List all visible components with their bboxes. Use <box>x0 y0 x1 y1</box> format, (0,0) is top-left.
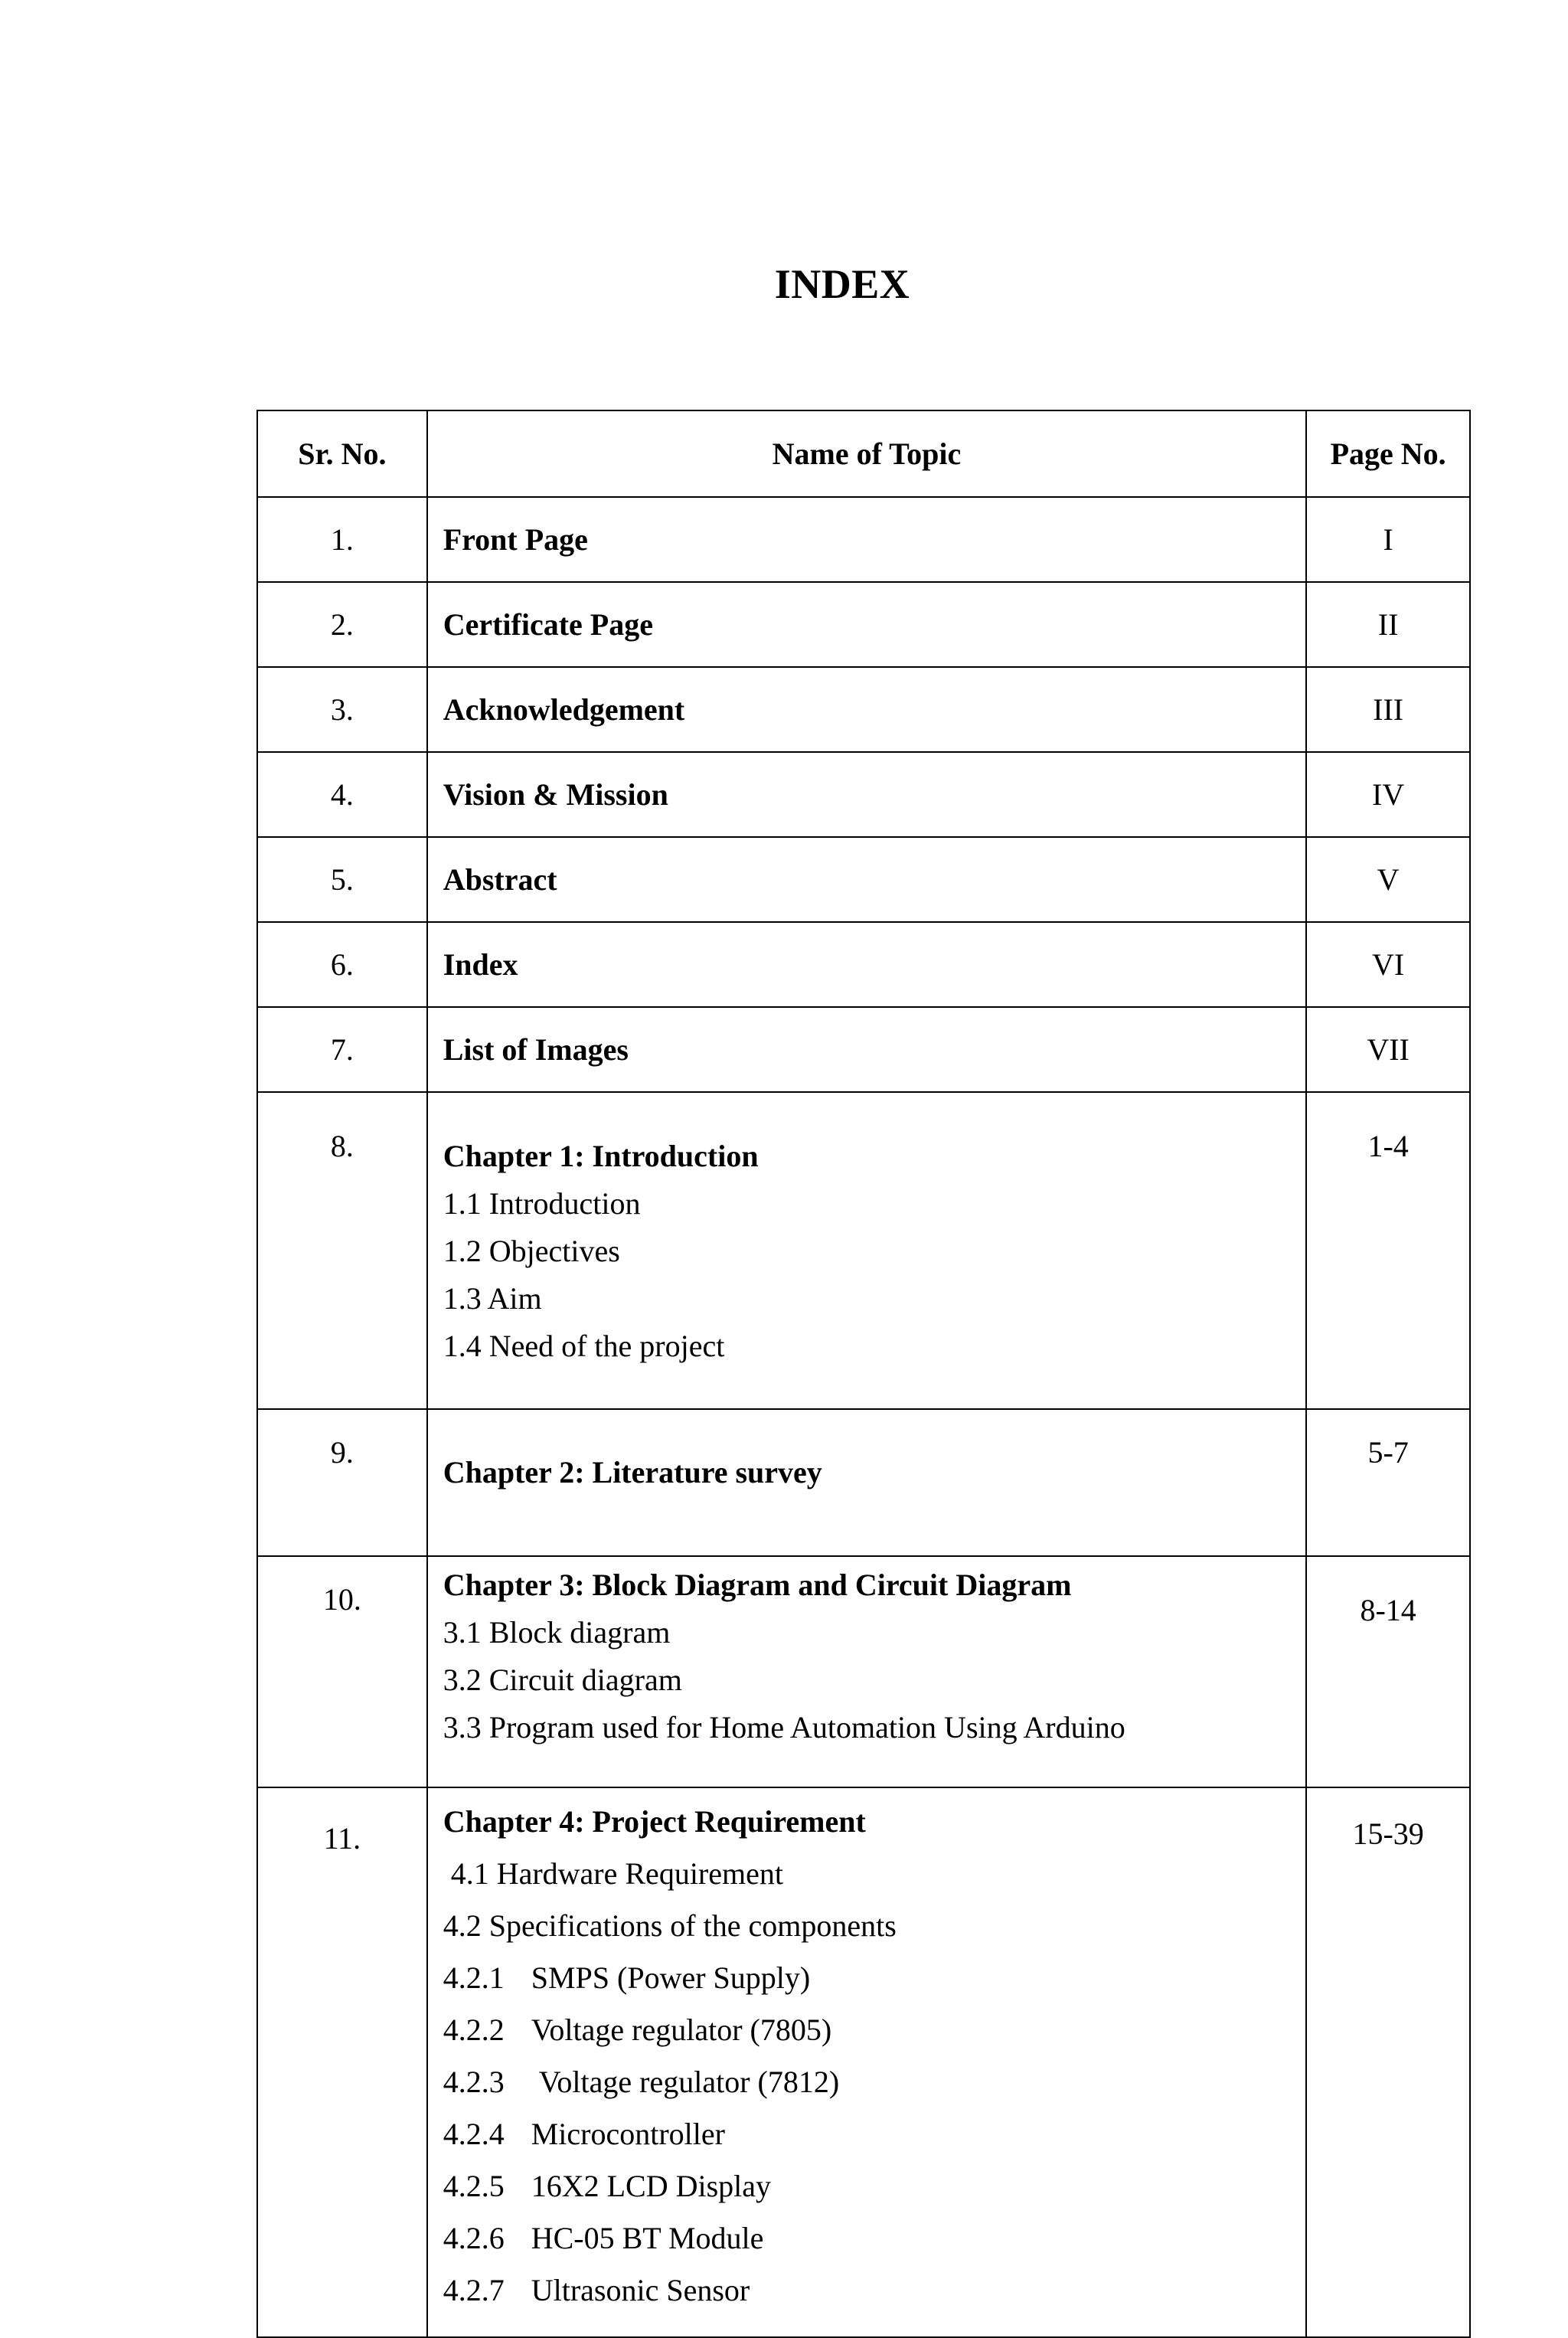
subtopic-text: SMPS (Power Supply) <box>531 1960 811 1995</box>
numbered-subtopic <box>443 2056 1306 2108</box>
header-topic: Name of Topic <box>427 410 1307 497</box>
sr-no-cell: 2. <box>257 582 427 667</box>
subtopic: 1.2 Objectives <box>443 1234 620 1268</box>
topic-cell <box>427 1787 1307 2337</box>
subtopic: 1.3 Aim <box>443 1281 542 1316</box>
subtopic-text: Microcontroller <box>531 2117 725 2151</box>
table-row <box>257 667 1470 752</box>
chapter-title: Chapter 3: Block Diagram and Circuit Diagram <box>443 1568 1072 1602</box>
subtopic-text: 16X2 LCD Display <box>531 2169 772 2203</box>
subtopic-text: Ultrasonic Sensor <box>531 2273 750 2307</box>
page-no-cell: VII <box>1306 1007 1470 1092</box>
page-no-cell: IV <box>1306 752 1470 837</box>
sr-no-cell: 10. <box>257 1556 427 1787</box>
subtopic-number: 4.2.7 <box>443 2273 505 2307</box>
subtopic: 1.1 Introduction <box>443 1186 641 1221</box>
numbered-subtopic <box>443 2108 1306 2160</box>
topic-cell: List of Images <box>427 1007 1307 1092</box>
subtopic-text: Voltage regulator (7812) <box>538 2065 840 2099</box>
table-row <box>257 497 1470 582</box>
page-no-cell: 8-14 <box>1306 1556 1470 1787</box>
subtopic-text: HC-05 BT Module <box>531 2221 764 2255</box>
sr-no-cell: 7. <box>257 1007 427 1092</box>
table-row <box>257 752 1470 837</box>
page-no-cell: 5-7 <box>1306 1409 1470 1556</box>
topic-cell: Certificate Page <box>427 582 1307 667</box>
chapter-row-3 <box>257 1556 1470 1787</box>
index-table <box>256 410 1471 2338</box>
sr-no-cell: 4. <box>257 752 427 837</box>
subtopic: 3.3 Program used for Home Automation Using Arduino <box>443 1710 1125 1745</box>
sr-no-cell: 8. <box>257 1092 427 1409</box>
subtopic-number: 4.2.6 <box>443 2221 505 2255</box>
topic-cell <box>427 1556 1307 1787</box>
chapter-row-2 <box>257 1409 1470 1556</box>
subtopic: 1.4 Need of the project <box>443 1329 725 1363</box>
subtopic: 4.2 Specifications of the components <box>443 1908 897 1943</box>
numbered-subtopic <box>443 2264 1306 2317</box>
subtopic-number: 4.2.5 <box>443 2169 505 2203</box>
subtopic: 4.1 Hardware Requirement <box>450 1856 783 1891</box>
sr-no-cell: 9. <box>257 1409 427 1556</box>
subtopic: 3.1 Block diagram <box>443 1615 671 1650</box>
chapter-row-1 <box>257 1092 1470 1409</box>
header-page-no: Page No. <box>1306 410 1470 497</box>
subtopic: 3.2 Circuit diagram <box>443 1663 682 1697</box>
page-no-cell: II <box>1306 582 1470 667</box>
header-sr-no: Sr. No. <box>257 410 427 497</box>
chapter-row-4 <box>257 1787 1470 2337</box>
topic-cell: Front Page <box>427 497 1307 582</box>
page-no-cell: I <box>1306 497 1470 582</box>
numbered-subtopic <box>443 2004 1306 2056</box>
sr-no-cell: 6. <box>257 922 427 1007</box>
table-row <box>257 582 1470 667</box>
subtopic-text: Voltage regulator (7805) <box>531 2013 832 2047</box>
page-no-cell: III <box>1306 667 1470 752</box>
subtopic-number: 4.2.3 <box>443 2065 505 2099</box>
subtopic-number: 4.2.2 <box>443 2013 505 2047</box>
sr-no-cell: 5. <box>257 837 427 922</box>
page-no-cell: 15-39 <box>1306 1787 1470 2337</box>
topic-cell <box>427 1409 1307 1556</box>
topic-cell: Acknowledgement <box>427 667 1307 752</box>
chapter-title: Chapter 2: Literature survey <box>443 1455 822 1489</box>
numbered-subtopic <box>443 2212 1306 2264</box>
page-no-cell: VI <box>1306 922 1470 1007</box>
topic-cell: Index <box>427 922 1307 1007</box>
table-row <box>257 1007 1470 1092</box>
sr-no-cell: 3. <box>257 667 427 752</box>
chapter-title: Chapter 1: Introduction <box>443 1139 759 1173</box>
topic-cell: Abstract <box>427 837 1307 922</box>
page-no-cell: 1-4 <box>1306 1092 1470 1409</box>
numbered-subtopic <box>443 1952 1306 2004</box>
subtopic-number: 4.2.4 <box>443 2117 505 2151</box>
topic-cell <box>427 1092 1307 1409</box>
chapter-title: Chapter 4: Project Requirement <box>443 1804 866 1839</box>
table-row <box>257 837 1470 922</box>
topic-cell: Vision & Mission <box>427 752 1307 837</box>
numbered-subtopic <box>443 2160 1306 2212</box>
sr-no-cell: 1. <box>257 497 427 582</box>
table-header-row <box>257 410 1470 497</box>
page-no-cell: V <box>1306 837 1470 922</box>
table-row <box>257 922 1470 1007</box>
sr-no-cell: 11. <box>257 1787 427 2337</box>
page-title: INDEX <box>774 261 910 307</box>
subtopic-number: 4.2.1 <box>443 1960 505 1995</box>
